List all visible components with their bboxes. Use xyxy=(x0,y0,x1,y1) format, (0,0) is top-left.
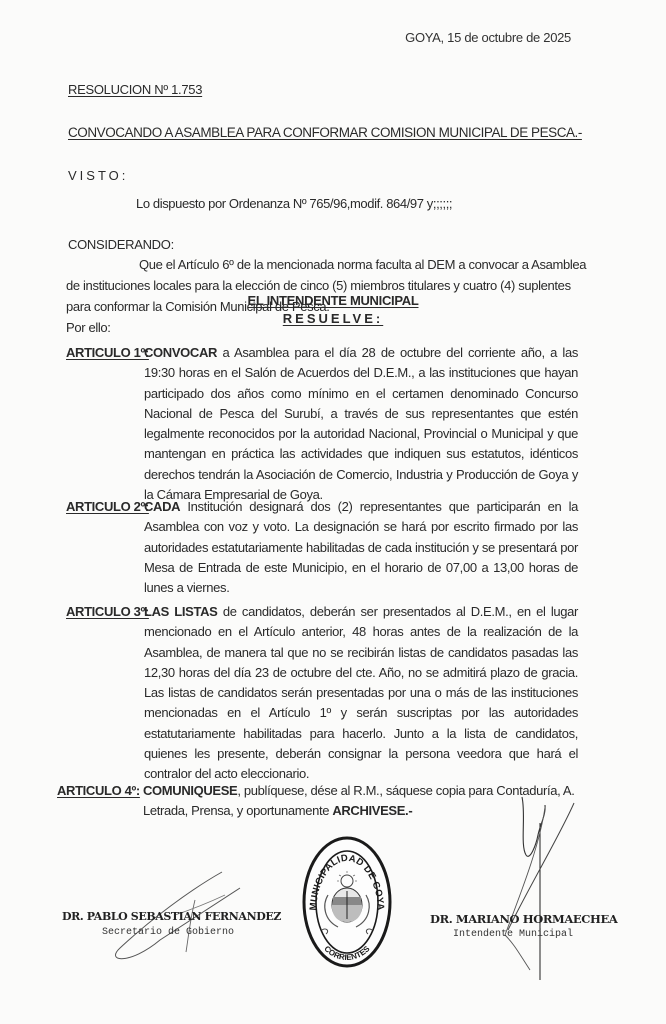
resolution-subject: CONVOCANDO A ASAMBLEA PARA CONFORMAR COMISION MUNICIPAL DE PESCA.- xyxy=(68,125,582,140)
article-label: ARTICULO 3º: xyxy=(66,604,149,619)
considerando-text: Que el Artículo 6º de la mencionada norma faculta al DEM a convocar a Asamblea de instituciones locales para la elección de cinco (5) miembros titulares y cuatro (4) suplentes para conformar la Comisión Municipal de Pesca. xyxy=(66,257,587,314)
article-1 xyxy=(66,343,578,505)
municipal-seal-icon xyxy=(302,835,392,970)
article-label: ARTICULO 4º: xyxy=(57,783,140,798)
considerando-heading: CONSIDERANDO: xyxy=(68,237,174,252)
article-text: a Asamblea para el día 28 de octubre del corriente año, a las 19:30 horas en el Salón de Acuerdos del D.E.M., a las instituciones que hayan participado dos años como mínimo en el certamen denominado Concurso Nacional de Pesca del Surubí, a través de sus representantes que estén legalmente reconocidos por la autoridad Nacional, Provincial o Municipal y que mantengan en práctica las actividades que indiquen sus estatutos, idénticos derechos tendrán la Asociación de Comercio, Industria y Producción de Goya y la Cámara Empresarial de Goya. xyxy=(144,345,578,503)
resuelve-title: RESUELVE: xyxy=(282,311,384,326)
authority-title: EL INTENDENTE MUNICIPAL xyxy=(247,293,419,308)
article-text: de candidatos, deberán ser presentados al D.E.M., en el lugar mencionado en el Artículo anterior, 48 horas antes de la realización de la Asamblea, de manera tal que no se recibirán listas de candidatos pasadas las 12,30 horas del día 23 de octubre del cte. Año, no se admitirá plazo de gracia. Las listas de candidatos serán presentadas por una o más de las instituciones mencionadas en el Artículo 1º y serán suscriptas por las autoridades estatutariamente habilitadas para hacerlo. Junto a la lista de candidatos, quienes les presente, deberán consignar la persona veedora que hará el contralor del acto eleccionario. xyxy=(144,604,578,782)
right-signatory-name: DR. MARIANO HORMAECHEA xyxy=(430,912,618,926)
article-text: , publíquese, dése al R.M., sáquese copia para Contaduría, A. Letrada, Prensa, y oportunamente xyxy=(143,783,575,819)
resuelve-heading xyxy=(0,311,666,326)
article-lead: CADA xyxy=(144,499,181,514)
visto-heading: VISTO: xyxy=(68,168,129,183)
date-line: GOYA, 15 de octubre de 2025 xyxy=(405,30,571,45)
article-3 xyxy=(66,602,578,785)
article-body xyxy=(66,602,578,785)
authority-heading xyxy=(0,293,666,308)
article-lead: COMUNIQUESE xyxy=(143,783,238,798)
article-tail: ARCHIVESE.- xyxy=(332,803,413,819)
seal-top-text: MUNICIPALIDAD DE GOYA xyxy=(307,852,387,911)
seal-bottom-text: CORRIENTES xyxy=(322,944,372,963)
por-ello: Por ello: xyxy=(66,320,111,335)
right-signatory-role: Intendente Municipal xyxy=(453,929,574,940)
article-lead: LAS LISTAS xyxy=(144,604,218,619)
resolution-number: RESOLUCION Nº 1.753 xyxy=(68,82,203,97)
article-text: Institución designará dos (2) representantes que participarán en la Asamblea con voz y voto. La designación se hará por escrito firmado por las autoridades estatutariamente habilitadas de cada institución y se presentará por Mesa de Entrada de este Municipio, en el horario de 07,00 a 13,00 horas de lunes a viernes. xyxy=(144,499,578,596)
article-2 xyxy=(66,497,578,598)
left-signatory-role: Secretario de Gobierno xyxy=(102,927,235,938)
article-lead: CONVOCAR xyxy=(144,345,218,360)
visto-text: Lo dispuesto por Ordenanza Nº 765/96,modif. 864/97 y;;;;;; xyxy=(136,196,453,211)
left-signatory-name: DR. PABLO SEBASTIAN FERNANDEZ xyxy=(62,910,281,923)
article-label: ARTICULO 1º: xyxy=(66,345,149,360)
article-label: ARTICULO 2º: xyxy=(66,499,149,514)
signature-scribble-right-icon xyxy=(500,795,590,995)
article-body xyxy=(66,343,578,505)
